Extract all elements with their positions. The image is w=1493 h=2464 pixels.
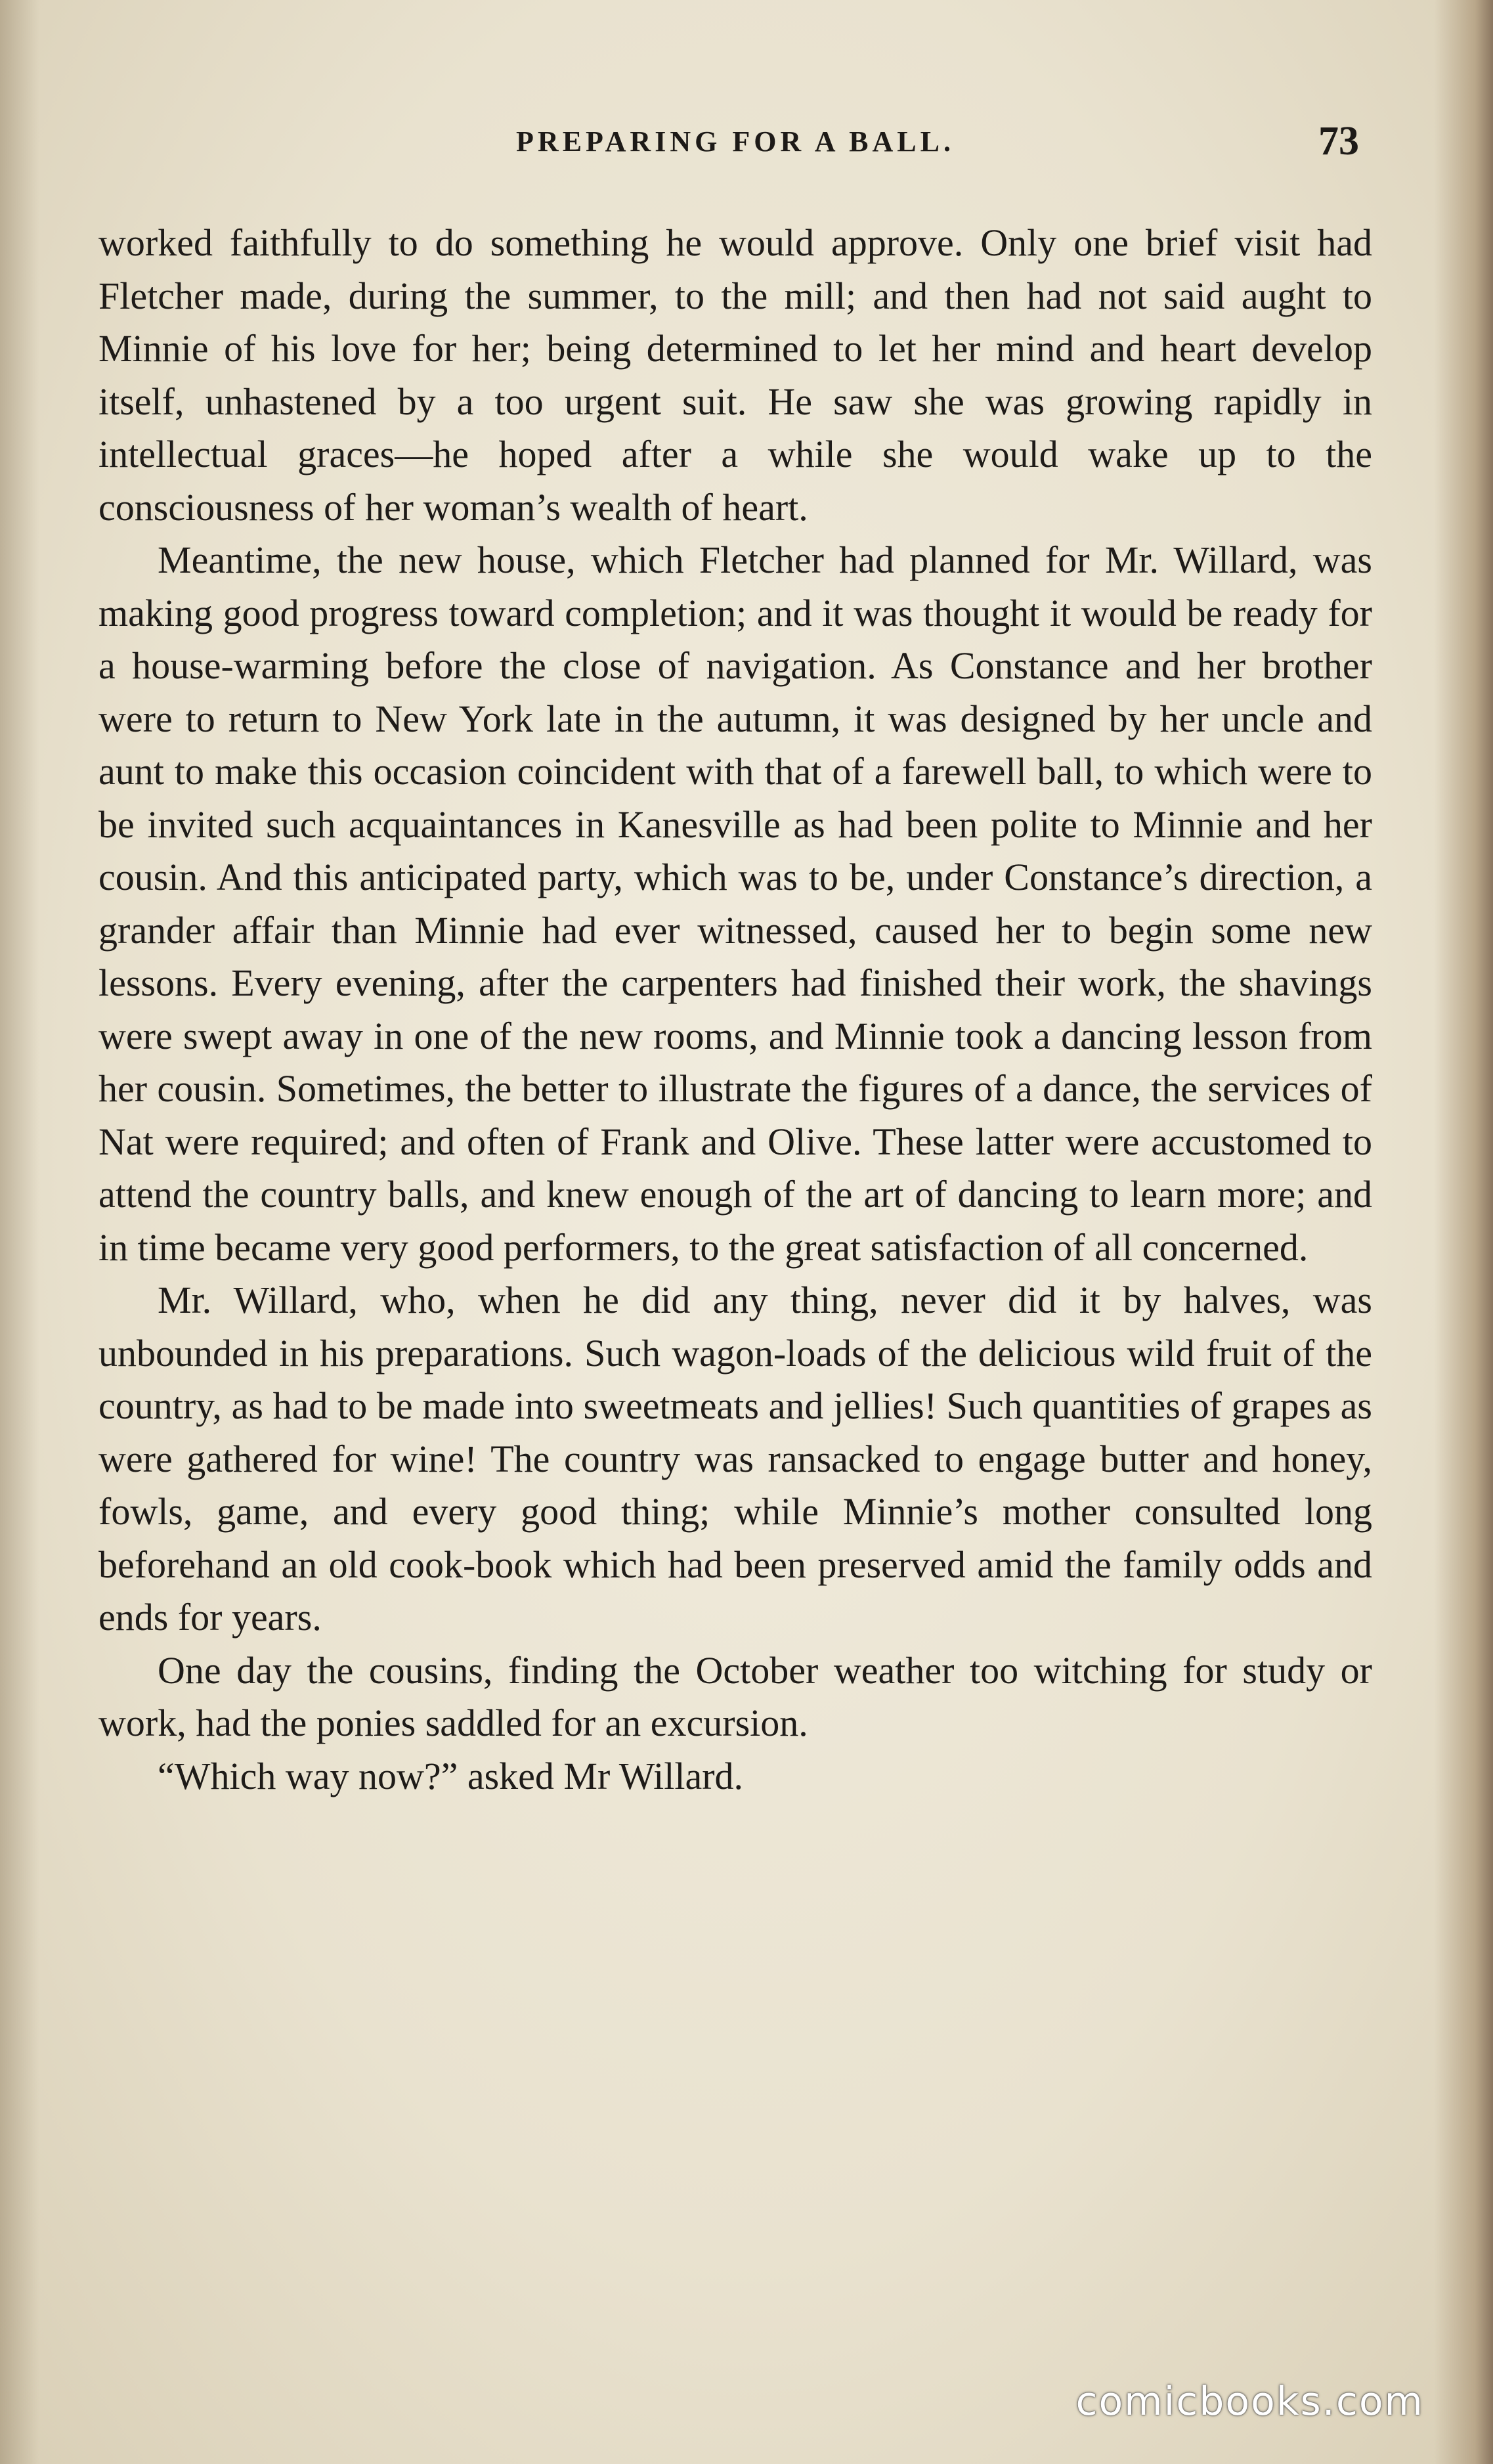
running-head: PREPARING FOR A BALL. xyxy=(516,125,955,158)
paragraph: Mr. Willard, who, when he did any thing, never did it by halves, was unbounded in his preparations. Such wagon-loads of the delicious wild fruit of the country, as had to be made into sweetmeats and jellies! Such quantities of grapes as were gathered for wine! The country was ransacked to engage butter and honey, fowls, game, and every good thing; while Minnie’s mother consulted long beforehand an old cook-book which had been preserved amid the family odds and ends for years. xyxy=(98,1279,1372,1639)
body-text xyxy=(98,217,1372,1803)
spine-shadow xyxy=(0,0,39,2464)
watermark: comicbooks.com xyxy=(1075,2379,1424,2425)
paragraph: worked faithfully to do something he would approve. Only one brief visit had Fletcher made, during the summer, to the mill; and then had not said aught to Minnie of his love for her; being determined to let her mind and heart develop itself, unhastened by a too urgent suit. He saw she was growing rapidly in intellectual graces—he hoped after a while she would wake up to the consciousness of her woman’s wealth of heart. xyxy=(98,221,1372,529)
page-number: 73 xyxy=(1318,119,1359,164)
page-header xyxy=(98,118,1372,177)
page-edge xyxy=(1434,0,1493,2464)
paragraph: “Which way now?” asked Mr Willard. xyxy=(158,1754,744,1797)
paragraph: One day the cousins, finding the October weather too witching for study or work, had the ponies saddled for an excursion. xyxy=(98,1648,1372,1744)
paragraph: Meantime, the new house, which Fletcher had planned for Mr. Willard, was making good progress toward completion; and it was thought it would be ready for a house-warming before the close of navigation. As Constance and her brother were to return to New York late in the autumn, it was designed by her uncle and aunt to make this occasion coincident with that of a farewell ball, to which were to be invited such acquaintances in Kanesville as had been polite to Minnie and her cousin. And this anticipated party, which was to be, under Constance’s direction, a grander affair than Minnie had ever witnessed, caused her to begin some new lessons. Every evening, after the carpenters had finished their work, the shavings were swept away in one of the new rooms, and Minnie took a dancing lesson from her cousin. Sometimes, the better to illustrate the figures of a dance, the services of Nat were required; and often of Frank and Olive. These latter were accustomed to attend the country balls, and knew enough of the art of dancing to learn more; and in time became very good performers, to the great satisfaction of all concerned. xyxy=(98,539,1372,1269)
